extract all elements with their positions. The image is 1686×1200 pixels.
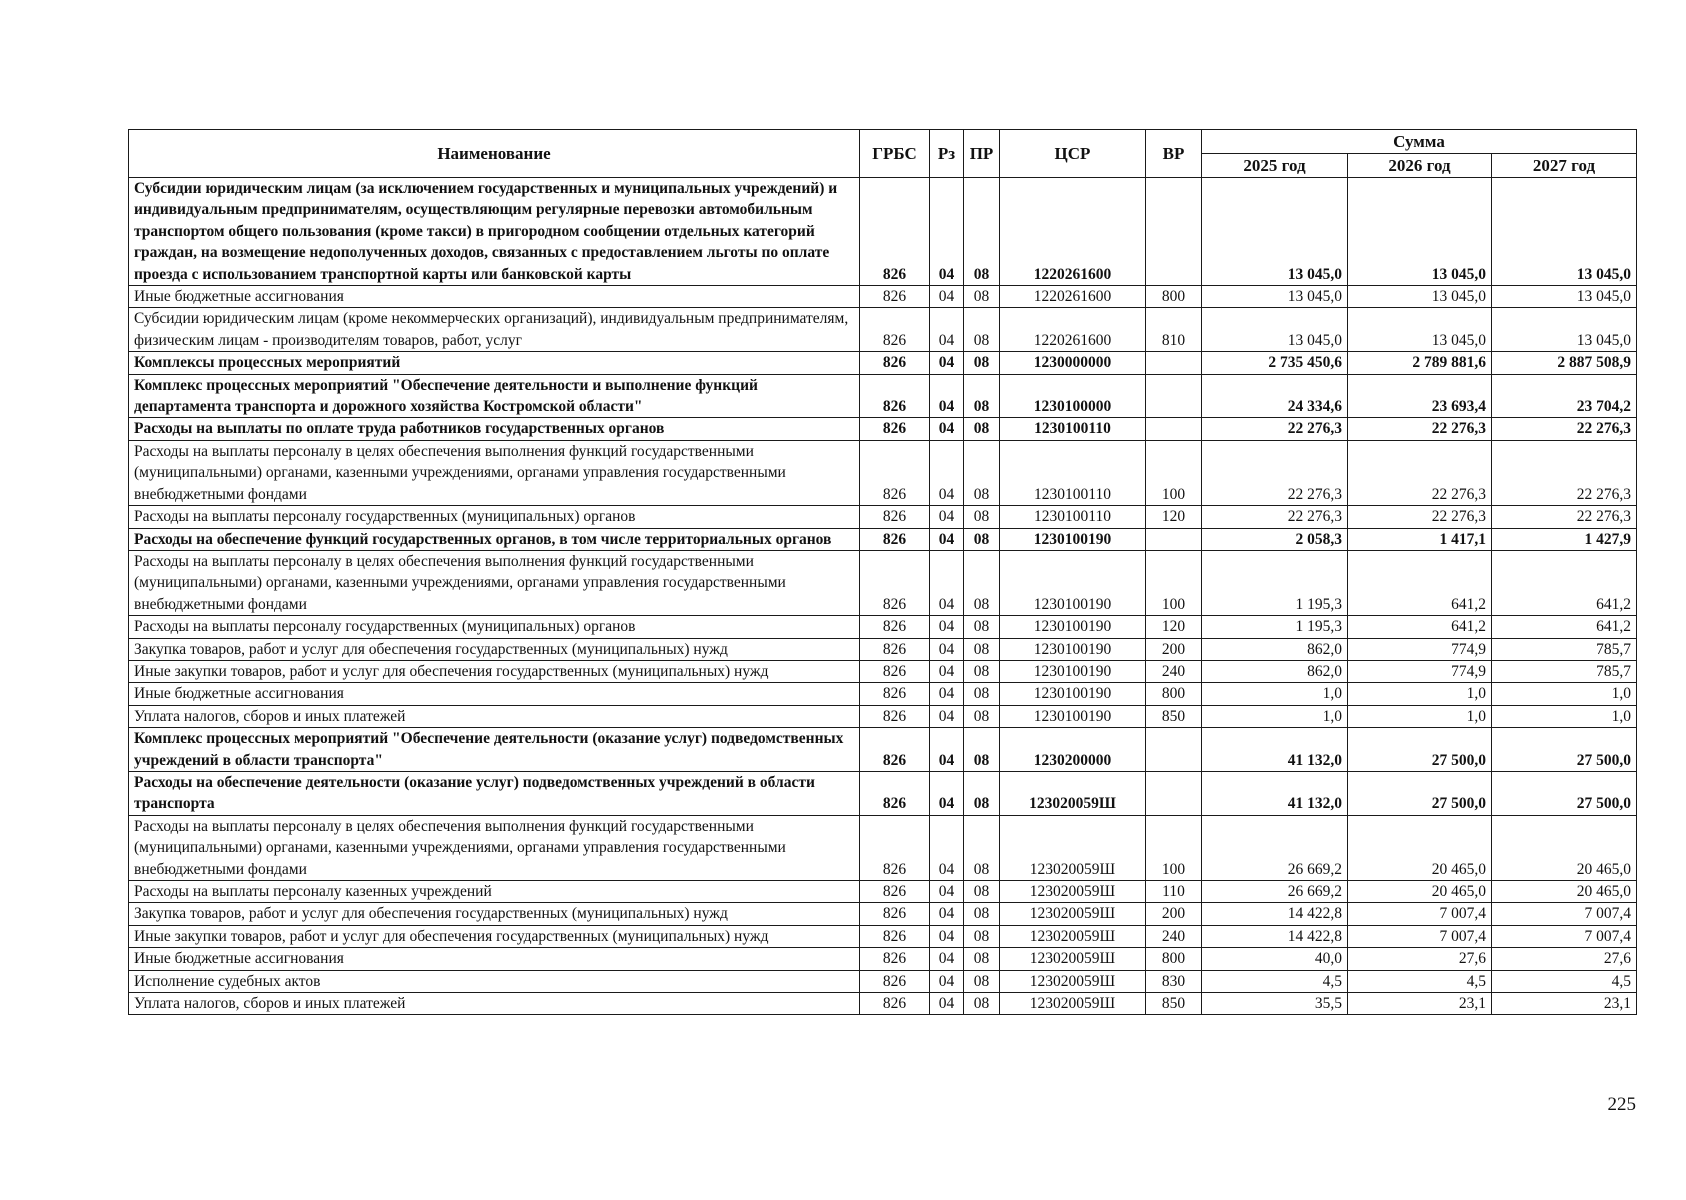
cell-vr: 850 <box>1146 705 1202 727</box>
cell-grbs: 826 <box>860 440 930 505</box>
cell-csr: 123020059Ш <box>1000 815 1146 880</box>
cell-pr: 08 <box>964 440 1000 505</box>
cell-csr: 1230100190 <box>1000 705 1146 727</box>
cell-vr: 800 <box>1146 948 1202 970</box>
cell-2027: 1 427,9 <box>1492 528 1637 550</box>
cell-2026: 20 465,0 <box>1348 815 1492 880</box>
cell-grbs: 826 <box>860 771 930 815</box>
cell-pr: 08 <box>964 528 1000 550</box>
cell-csr: 1220261600 <box>1000 178 1146 286</box>
cell-csr: 1230100190 <box>1000 550 1146 615</box>
cell-2026: 27,6 <box>1348 948 1492 970</box>
page-number: 225 <box>1607 1094 1636 1115</box>
cell-csr: 123020059Ш <box>1000 970 1146 992</box>
cell-2026: 2 789 881,6 <box>1348 352 1492 374</box>
cell-rz: 04 <box>930 506 964 528</box>
cell-grbs: 826 <box>860 683 930 705</box>
cell-name: Расходы на выплаты по оплате труда работников государственных органов <box>129 418 860 440</box>
cell-name: Комплекс процессных мероприятий "Обеспечение деятельности и выполнение функций департамента транспорта и дорожного хозяйства Костромской области" <box>129 374 860 418</box>
cell-2026: 774,9 <box>1348 660 1492 682</box>
cell-name: Расходы на выплаты персоналу в целях обеспечения выполнения функций государственными (муниципальными) органами, казенными учреждениями, органами управления государственными внебюджетными фондами <box>129 815 860 880</box>
cell-grbs: 826 <box>860 616 930 638</box>
cell-grbs: 826 <box>860 286 930 308</box>
cell-vr: 120 <box>1146 616 1202 638</box>
cell-pr: 08 <box>964 178 1000 286</box>
cell-rz: 04 <box>930 903 964 925</box>
cell-name: Расходы на выплаты персоналу в целях обеспечения выполнения функций государственными (муниципальными) органами, казенными учреждениями, органами управления государственными внебюджетными фондами <box>129 440 860 505</box>
table-row <box>129 440 1637 505</box>
cell-csr: 1230100190 <box>1000 616 1146 638</box>
cell-pr: 08 <box>964 660 1000 682</box>
cell-rz: 04 <box>930 660 964 682</box>
cell-2025: 26 669,2 <box>1202 881 1348 903</box>
cell-csr: 123020059Ш <box>1000 948 1146 970</box>
cell-csr: 123020059Ш <box>1000 925 1146 947</box>
cell-name: Расходы на выплаты персоналу государственных (муниципальных) органов <box>129 506 860 528</box>
cell-2027: 641,2 <box>1492 616 1637 638</box>
cell-name: Закупка товаров, работ и услуг для обеспечения государственных (муниципальных) нужд <box>129 638 860 660</box>
cell-csr: 1230100190 <box>1000 683 1146 705</box>
cell-2025: 14 422,8 <box>1202 925 1348 947</box>
cell-pr: 08 <box>964 506 1000 528</box>
cell-vr: 120 <box>1146 506 1202 528</box>
cell-grbs: 826 <box>860 705 930 727</box>
table-row <box>129 308 1637 352</box>
cell-2025: 40,0 <box>1202 948 1348 970</box>
header-grbs: ГРБС <box>860 130 930 178</box>
header-rz: Рз <box>930 130 964 178</box>
cell-grbs: 826 <box>860 925 930 947</box>
header-csr: ЦСР <box>1000 130 1146 178</box>
cell-2027: 7 007,4 <box>1492 903 1637 925</box>
cell-vr <box>1146 728 1202 772</box>
cell-2025: 26 669,2 <box>1202 815 1348 880</box>
cell-name: Исполнение судебных актов <box>129 970 860 992</box>
table-row <box>129 616 1637 638</box>
cell-2027: 1,0 <box>1492 705 1637 727</box>
cell-csr: 123020059Ш <box>1000 993 1146 1015</box>
cell-2027: 13 045,0 <box>1492 178 1637 286</box>
cell-2026: 641,2 <box>1348 616 1492 638</box>
cell-grbs: 826 <box>860 528 930 550</box>
cell-2025: 22 276,3 <box>1202 506 1348 528</box>
table-row <box>129 728 1637 772</box>
table-row <box>129 638 1637 660</box>
cell-vr <box>1146 178 1202 286</box>
cell-grbs: 826 <box>860 903 930 925</box>
cell-name: Субсидии юридическим лицам (за исключением государственных и муниципальных учреждений) и индивидуальным предпринимателям, осуществляющим регулярные перевозки автомобильным транспортом общего пользования (кроме такси) в пригородном сообщении отдельных категорий граждан, на возмещение недополученных доходов, связанных с предоставлением льготы по оплате проезда с использованием транспортной карты или банковской карты <box>129 178 860 286</box>
cell-2025: 2 735 450,6 <box>1202 352 1348 374</box>
cell-2025: 24 334,6 <box>1202 374 1348 418</box>
cell-vr: 240 <box>1146 925 1202 947</box>
cell-vr: 850 <box>1146 993 1202 1015</box>
cell-2025: 13 045,0 <box>1202 178 1348 286</box>
cell-vr: 110 <box>1146 881 1202 903</box>
cell-pr: 08 <box>964 638 1000 660</box>
cell-name: Расходы на выплаты персоналу в целях обеспечения выполнения функций государственными (муниципальными) органами, казенными учреждениями, органами управления государственными внебюджетными фондами <box>129 550 860 615</box>
table-row <box>129 683 1637 705</box>
cell-name: Иные бюджетные ассигнования <box>129 683 860 705</box>
cell-rz: 04 <box>930 815 964 880</box>
table-row <box>129 948 1637 970</box>
cell-rz: 04 <box>930 286 964 308</box>
cell-2027: 22 276,3 <box>1492 440 1637 505</box>
cell-vr: 100 <box>1146 440 1202 505</box>
cell-pr: 08 <box>964 815 1000 880</box>
cell-csr: 123020059Ш <box>1000 881 1146 903</box>
cell-csr: 1230000000 <box>1000 352 1146 374</box>
cell-grbs: 826 <box>860 638 930 660</box>
cell-2025: 1,0 <box>1202 705 1348 727</box>
cell-2027: 13 045,0 <box>1492 308 1637 352</box>
cell-2027: 7 007,4 <box>1492 925 1637 947</box>
cell-grbs: 826 <box>860 178 930 286</box>
cell-csr: 1230100190 <box>1000 660 1146 682</box>
cell-pr: 08 <box>964 616 1000 638</box>
cell-rz: 04 <box>930 352 964 374</box>
table-row <box>129 286 1637 308</box>
cell-vr: 100 <box>1146 550 1202 615</box>
cell-name: Расходы на выплаты персоналу государственных (муниципальных) органов <box>129 616 860 638</box>
cell-grbs: 826 <box>860 728 930 772</box>
cell-pr: 08 <box>964 728 1000 772</box>
table-row <box>129 506 1637 528</box>
cell-2025: 2 058,3 <box>1202 528 1348 550</box>
cell-rz: 04 <box>930 638 964 660</box>
cell-vr <box>1146 771 1202 815</box>
cell-name: Расходы на обеспечение деятельности (оказание услуг) подведомственных учреждений в области транспорта <box>129 771 860 815</box>
cell-2025: 22 276,3 <box>1202 440 1348 505</box>
table-row <box>129 178 1637 286</box>
cell-pr: 08 <box>964 903 1000 925</box>
budget-table <box>128 129 1637 1015</box>
cell-csr: 1230100000 <box>1000 374 1146 418</box>
cell-grbs: 826 <box>860 881 930 903</box>
cell-2027: 13 045,0 <box>1492 286 1637 308</box>
cell-2027: 20 465,0 <box>1492 815 1637 880</box>
cell-name: Расходы на обеспечение функций государственных органов, в том числе территориальных органов <box>129 528 860 550</box>
table-body <box>129 178 1637 1015</box>
cell-name: Иные бюджетные ассигнования <box>129 948 860 970</box>
cell-name: Уплата налогов, сборов и иных платежей <box>129 705 860 727</box>
cell-pr: 08 <box>964 948 1000 970</box>
cell-2027: 23,1 <box>1492 993 1637 1015</box>
table-row <box>129 352 1637 374</box>
cell-2025: 1 195,3 <box>1202 550 1348 615</box>
cell-vr: 200 <box>1146 638 1202 660</box>
cell-vr <box>1146 374 1202 418</box>
cell-rz: 04 <box>930 881 964 903</box>
cell-vr: 810 <box>1146 308 1202 352</box>
cell-2026: 22 276,3 <box>1348 506 1492 528</box>
cell-rz: 04 <box>930 728 964 772</box>
cell-csr: 1230100190 <box>1000 528 1146 550</box>
cell-2026: 20 465,0 <box>1348 881 1492 903</box>
cell-vr: 800 <box>1146 286 1202 308</box>
table-row <box>129 374 1637 418</box>
cell-2026: 27 500,0 <box>1348 771 1492 815</box>
cell-name: Комплексы процессных мероприятий <box>129 352 860 374</box>
cell-pr: 08 <box>964 993 1000 1015</box>
cell-name: Иные бюджетные ассигнования <box>129 286 860 308</box>
cell-rz: 04 <box>930 616 964 638</box>
table-row <box>129 925 1637 947</box>
cell-pr: 08 <box>964 286 1000 308</box>
table-row <box>129 528 1637 550</box>
cell-vr: 100 <box>1146 815 1202 880</box>
cell-2025: 1,0 <box>1202 683 1348 705</box>
cell-2026: 1 417,1 <box>1348 528 1492 550</box>
cell-csr: 1230100110 <box>1000 418 1146 440</box>
cell-rz: 04 <box>930 970 964 992</box>
cell-vr <box>1146 418 1202 440</box>
cell-2026: 4,5 <box>1348 970 1492 992</box>
table-row <box>129 660 1637 682</box>
cell-2026: 7 007,4 <box>1348 925 1492 947</box>
cell-2026: 774,9 <box>1348 638 1492 660</box>
table-row <box>129 771 1637 815</box>
cell-2025: 14 422,8 <box>1202 903 1348 925</box>
cell-2027: 22 276,3 <box>1492 418 1637 440</box>
cell-2026: 23 693,4 <box>1348 374 1492 418</box>
table-row <box>129 993 1637 1015</box>
cell-pr: 08 <box>964 925 1000 947</box>
cell-csr: 1230100110 <box>1000 440 1146 505</box>
cell-rz: 04 <box>930 374 964 418</box>
cell-grbs: 826 <box>860 308 930 352</box>
cell-2025: 22 276,3 <box>1202 418 1348 440</box>
table-row <box>129 970 1637 992</box>
header-pr: ПР <box>964 130 1000 178</box>
cell-vr <box>1146 352 1202 374</box>
cell-pr: 08 <box>964 308 1000 352</box>
cell-2025: 13 045,0 <box>1202 308 1348 352</box>
cell-grbs: 826 <box>860 660 930 682</box>
cell-2027: 22 276,3 <box>1492 506 1637 528</box>
header-sum: Сумма <box>1202 130 1637 154</box>
cell-rz: 04 <box>930 993 964 1015</box>
cell-pr: 08 <box>964 771 1000 815</box>
table-row <box>129 550 1637 615</box>
cell-2027: 1,0 <box>1492 683 1637 705</box>
cell-2027: 23 704,2 <box>1492 374 1637 418</box>
cell-rz: 04 <box>930 948 964 970</box>
cell-csr: 1230100110 <box>1000 506 1146 528</box>
cell-2027: 20 465,0 <box>1492 881 1637 903</box>
cell-2026: 23,1 <box>1348 993 1492 1015</box>
cell-rz: 04 <box>930 705 964 727</box>
cell-2027: 641,2 <box>1492 550 1637 615</box>
cell-rz: 04 <box>930 550 964 615</box>
cell-grbs: 826 <box>860 352 930 374</box>
cell-name: Комплекс процессных мероприятий "Обеспечение деятельности (оказание услуг) подведомственных учреждений в области транспорта" <box>129 728 860 772</box>
cell-pr: 08 <box>964 705 1000 727</box>
cell-2027: 27,6 <box>1492 948 1637 970</box>
cell-rz: 04 <box>930 418 964 440</box>
cell-name: Иные закупки товаров, работ и услуг для обеспечения государственных (муниципальных) нужд <box>129 660 860 682</box>
cell-pr: 08 <box>964 550 1000 615</box>
cell-2025: 35,5 <box>1202 993 1348 1015</box>
cell-2025: 1 195,3 <box>1202 616 1348 638</box>
cell-csr: 1230100190 <box>1000 638 1146 660</box>
cell-name: Уплата налогов, сборов и иных платежей <box>129 993 860 1015</box>
cell-2026: 1,0 <box>1348 683 1492 705</box>
cell-csr: 123020059Ш <box>1000 903 1146 925</box>
cell-rz: 04 <box>930 528 964 550</box>
cell-grbs: 826 <box>860 993 930 1015</box>
cell-grbs: 826 <box>860 815 930 880</box>
table-row <box>129 881 1637 903</box>
cell-csr: 1220261600 <box>1000 308 1146 352</box>
cell-pr: 08 <box>964 970 1000 992</box>
cell-vr: 830 <box>1146 970 1202 992</box>
table-row <box>129 705 1637 727</box>
cell-grbs: 826 <box>860 374 930 418</box>
cell-csr: 1220261600 <box>1000 286 1146 308</box>
cell-2025: 4,5 <box>1202 970 1348 992</box>
cell-grbs: 826 <box>860 970 930 992</box>
cell-2027: 785,7 <box>1492 638 1637 660</box>
header-row-top <box>129 130 1637 154</box>
cell-grbs: 826 <box>860 948 930 970</box>
cell-2025: 13 045,0 <box>1202 286 1348 308</box>
cell-2027: 27 500,0 <box>1492 771 1637 815</box>
table-row <box>129 903 1637 925</box>
cell-2026: 22 276,3 <box>1348 440 1492 505</box>
table-row <box>129 815 1637 880</box>
cell-2026: 1,0 <box>1348 705 1492 727</box>
cell-vr: 200 <box>1146 903 1202 925</box>
cell-grbs: 826 <box>860 418 930 440</box>
cell-2026: 13 045,0 <box>1348 308 1492 352</box>
cell-name: Иные закупки товаров, работ и услуг для обеспечения государственных (муниципальных) нужд <box>129 925 860 947</box>
cell-name: Закупка товаров, работ и услуг для обеспечения государственных (муниципальных) нужд <box>129 903 860 925</box>
cell-rz: 04 <box>930 178 964 286</box>
cell-name: Субсидии юридическим лицам (кроме некоммерческих организаций), индивидуальным предпринимателям, физическим лицам - производителям товаров, работ, услуг <box>129 308 860 352</box>
cell-rz: 04 <box>930 771 964 815</box>
cell-2025: 862,0 <box>1202 638 1348 660</box>
cell-2027: 785,7 <box>1492 660 1637 682</box>
cell-grbs: 826 <box>860 550 930 615</box>
header-year-2025: 2025 год <box>1202 154 1348 178</box>
cell-2025: 41 132,0 <box>1202 771 1348 815</box>
cell-2026: 22 276,3 <box>1348 418 1492 440</box>
header-vr: ВР <box>1146 130 1202 178</box>
cell-name: Расходы на выплаты персоналу казенных учреждений <box>129 881 860 903</box>
cell-2026: 7 007,4 <box>1348 903 1492 925</box>
cell-2026: 27 500,0 <box>1348 728 1492 772</box>
cell-rz: 04 <box>930 308 964 352</box>
cell-2026: 641,2 <box>1348 550 1492 615</box>
cell-vr: 240 <box>1146 660 1202 682</box>
cell-csr: 123020059Ш <box>1000 771 1146 815</box>
header-name: Наименование <box>129 130 860 178</box>
table-row <box>129 418 1637 440</box>
cell-rz: 04 <box>930 440 964 505</box>
cell-2027: 2 887 508,9 <box>1492 352 1637 374</box>
header-year-2027: 2027 год <box>1492 154 1637 178</box>
cell-2025: 862,0 <box>1202 660 1348 682</box>
cell-rz: 04 <box>930 683 964 705</box>
cell-2027: 27 500,0 <box>1492 728 1637 772</box>
cell-2026: 13 045,0 <box>1348 286 1492 308</box>
cell-rz: 04 <box>930 925 964 947</box>
cell-pr: 08 <box>964 881 1000 903</box>
cell-grbs: 826 <box>860 506 930 528</box>
header-year-2026: 2026 год <box>1348 154 1492 178</box>
cell-2027: 4,5 <box>1492 970 1637 992</box>
cell-2026: 13 045,0 <box>1348 178 1492 286</box>
cell-pr: 08 <box>964 374 1000 418</box>
cell-2025: 41 132,0 <box>1202 728 1348 772</box>
cell-pr: 08 <box>964 352 1000 374</box>
cell-csr: 1230200000 <box>1000 728 1146 772</box>
cell-vr <box>1146 528 1202 550</box>
cell-pr: 08 <box>964 683 1000 705</box>
cell-vr: 800 <box>1146 683 1202 705</box>
cell-pr: 08 <box>964 418 1000 440</box>
